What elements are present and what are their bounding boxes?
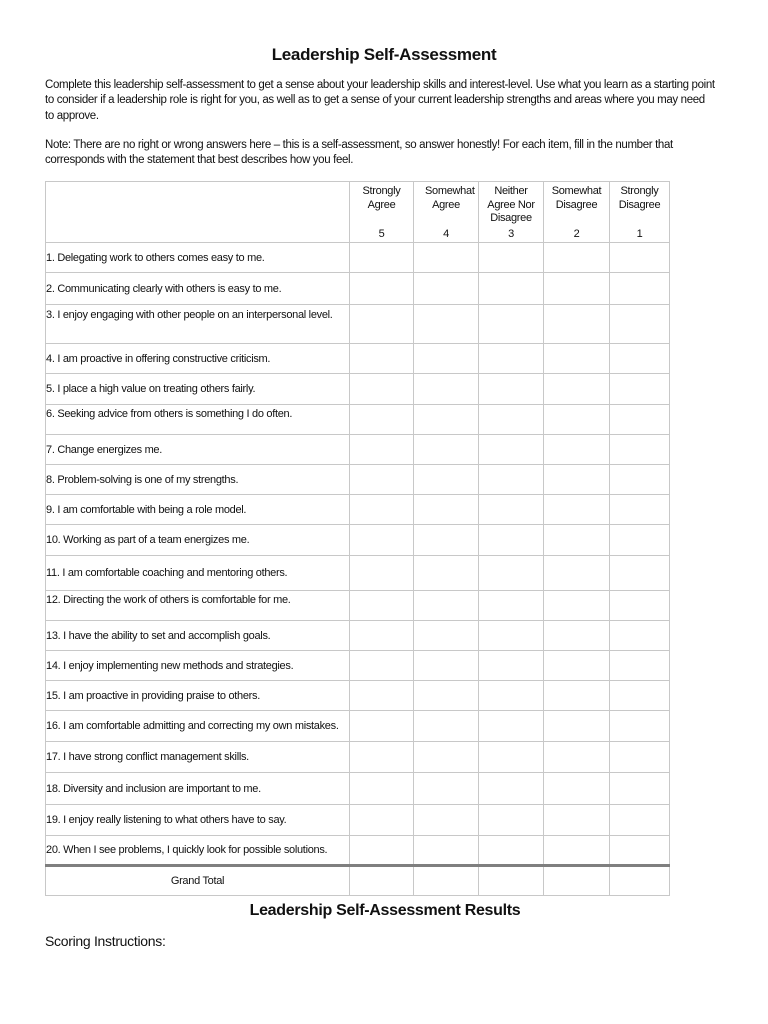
rating-cell[interactable] — [479, 711, 544, 742]
rating-cell[interactable] — [544, 243, 610, 273]
statement-text: 12. Directing the work of others is comfortable for me. — [46, 591, 350, 621]
statement-row — [46, 273, 670, 305]
rating-cell[interactable] — [414, 305, 479, 344]
note-paragraph: Note: There are no right or wrong answers here – this is a self-assessment, so answer honestly! For each item, fill in the number that corresponds with the statement that best describes how you feel. — [45, 139, 673, 167]
statement-row — [46, 305, 670, 344]
statement-text: 3. I enjoy engaging with other people on an interpersonal level. — [46, 305, 350, 344]
rating-cell[interactable] — [350, 621, 414, 651]
rating-cell[interactable] — [414, 495, 479, 525]
statement-row — [46, 344, 670, 374]
column-number: 1 — [636, 228, 643, 240]
rating-cell[interactable] — [350, 525, 414, 556]
column-label: Strongly Agree — [362, 185, 401, 211]
statement-row — [46, 805, 670, 836]
statement-row — [46, 495, 670, 525]
rating-cell[interactable] — [350, 651, 414, 681]
rating-cell[interactable] — [350, 243, 414, 273]
rating-cell[interactable] — [479, 591, 544, 621]
rating-cell[interactable] — [414, 273, 479, 305]
rating-cell[interactable] — [414, 773, 479, 805]
statement-text: 4. I am proactive in offering constructive criticism. — [46, 344, 350, 374]
rating-cell[interactable] — [414, 405, 479, 435]
rating-cell[interactable] — [610, 435, 670, 465]
rating-cell[interactable] — [544, 525, 610, 556]
rating-cell[interactable] — [479, 742, 544, 773]
rating-cell[interactable] — [414, 742, 479, 773]
total-cell[interactable] — [350, 866, 414, 896]
document-title: Leadership Self-Assessment — [271, 45, 497, 64]
column-label: Strongly Disagree — [618, 185, 661, 211]
rating-cell[interactable] — [610, 773, 670, 805]
rating-cell[interactable] — [350, 591, 414, 621]
rating-cell[interactable] — [479, 525, 544, 556]
rating-cell[interactable] — [610, 374, 670, 405]
rating-cell[interactable] — [414, 591, 479, 621]
rating-cell[interactable] — [350, 374, 414, 405]
column-header-strongly-disagree — [610, 182, 670, 243]
rating-cell[interactable] — [350, 273, 414, 305]
rating-cell[interactable] — [544, 273, 610, 305]
statement-row — [46, 681, 670, 711]
rating-cell[interactable] — [544, 836, 610, 866]
rating-cell[interactable] — [350, 344, 414, 374]
grand-total-row — [46, 866, 670, 896]
rating-cell[interactable] — [479, 435, 544, 465]
rating-cell[interactable] — [350, 495, 414, 525]
rating-cell[interactable] — [610, 243, 670, 273]
rating-cell[interactable] — [350, 742, 414, 773]
column-label: Somewhat Agree — [425, 185, 475, 211]
rating-cell[interactable] — [350, 681, 414, 711]
statement-row — [46, 773, 670, 805]
rating-cell[interactable] — [610, 621, 670, 651]
rating-cell[interactable] — [610, 273, 670, 305]
rating-cell[interactable] — [479, 374, 544, 405]
rating-cell[interactable] — [610, 305, 670, 344]
statement-text: 15. I am proactive in providing praise to others. — [46, 681, 350, 711]
statement-row — [46, 525, 670, 556]
rating-cell[interactable] — [544, 344, 610, 374]
statement-text: 14. I enjoy implementing new methods and strategies. — [46, 651, 350, 681]
rating-cell[interactable] — [610, 836, 670, 866]
rating-cell[interactable] — [610, 742, 670, 773]
statement-text: 19. I enjoy really listening to what others have to say. — [46, 805, 350, 836]
header-row — [46, 182, 670, 243]
rating-cell[interactable] — [544, 374, 610, 405]
rating-cell[interactable] — [610, 805, 670, 836]
rating-cell[interactable] — [610, 556, 670, 591]
rating-cell[interactable] — [350, 465, 414, 495]
column-number: 5 — [378, 228, 385, 240]
rating-cell[interactable] — [610, 344, 670, 374]
statement-row — [46, 742, 670, 773]
statement-text: 18. Diversity and inclusion are important to me. — [46, 773, 350, 805]
statement-column-header — [46, 182, 350, 243]
statement-text: 13. I have the ability to set and accomplish goals. — [46, 621, 350, 651]
rating-cell[interactable] — [414, 465, 479, 495]
statement-row — [46, 621, 670, 651]
statement-text: 16. I am comfortable admitting and correcting my own mistakes. — [46, 711, 350, 742]
rating-cell[interactable] — [414, 556, 479, 591]
rating-cell[interactable] — [479, 681, 544, 711]
rating-cell[interactable] — [479, 273, 544, 305]
statement-text: 2. Communicating clearly with others is easy to me. — [46, 273, 350, 305]
rating-cell[interactable] — [350, 405, 414, 435]
column-label: Neither Agree Nor Disagree — [487, 185, 535, 224]
total-cell[interactable] — [544, 866, 610, 896]
results-heading: Leadership Self-Assessment Results — [249, 902, 521, 919]
rating-cell[interactable] — [544, 591, 610, 621]
rating-cell[interactable] — [350, 305, 414, 344]
rating-cell[interactable] — [414, 621, 479, 651]
rating-cell[interactable] — [414, 805, 479, 836]
scoring-instructions-label: Scoring Instructions: — [45, 933, 166, 949]
column-header-somewhat-disagree — [544, 182, 610, 243]
statement-row — [46, 374, 670, 405]
intro-paragraph: Complete this leadership self-assessment to get a sense about your leadership skills and interest-level. Use what you learn as a starting point to consider if a leadership role is right for you, as well as to get a sense of your current leadership strengths and areas where you may need to approve. — [45, 79, 715, 122]
rating-cell[interactable] — [414, 525, 479, 556]
rating-cell[interactable] — [544, 651, 610, 681]
rating-cell[interactable] — [610, 465, 670, 495]
rating-cell[interactable] — [479, 836, 544, 866]
rating-cell[interactable] — [610, 525, 670, 556]
statement-row — [46, 465, 670, 495]
statement-row — [46, 651, 670, 681]
rating-cell[interactable] — [479, 495, 544, 525]
rating-cell[interactable] — [350, 805, 414, 836]
statement-text: 11. I am comfortable coaching and mentoring others. — [46, 556, 350, 591]
rating-cell[interactable] — [544, 405, 610, 435]
rating-cell[interactable] — [350, 836, 414, 866]
rating-cell[interactable] — [544, 773, 610, 805]
column-header-strongly-agree — [350, 182, 414, 243]
rating-cell[interactable] — [479, 556, 544, 591]
rating-cell[interactable] — [610, 405, 670, 435]
statement-row — [46, 435, 670, 465]
rating-cell[interactable] — [414, 243, 479, 273]
statement-text: 6. Seeking advice from others is something I do often. — [46, 405, 350, 435]
column-number: 4 — [443, 228, 449, 240]
grand-total-label: Grand Total — [46, 866, 350, 896]
statement-row — [46, 243, 670, 273]
rating-cell[interactable] — [350, 711, 414, 742]
assessment-table — [45, 181, 670, 896]
rating-cell[interactable] — [414, 651, 479, 681]
statement-row — [46, 591, 670, 621]
rating-cell[interactable] — [414, 374, 479, 405]
column-header-neither — [479, 182, 544, 243]
column-header-somewhat-agree — [414, 182, 479, 243]
rating-cell[interactable] — [610, 495, 670, 525]
total-cell[interactable] — [479, 866, 544, 896]
rating-cell[interactable] — [479, 651, 544, 681]
rating-cell[interactable] — [350, 556, 414, 591]
rating-cell[interactable] — [414, 435, 479, 465]
rating-cell[interactable] — [544, 465, 610, 495]
statement-text: 7. Change energizes me. — [46, 435, 350, 465]
column-label: Somewhat Disagree — [551, 185, 602, 211]
rating-cell[interactable] — [544, 305, 610, 344]
rating-cell[interactable] — [479, 621, 544, 651]
rating-cell[interactable] — [479, 243, 544, 273]
statement-text: 5. I place a high value on treating others fairly. — [46, 374, 350, 405]
statement-row — [46, 405, 670, 435]
rating-cell[interactable] — [610, 681, 670, 711]
statement-text: 9. I am comfortable with being a role model. — [46, 495, 350, 525]
rating-cell[interactable] — [479, 305, 544, 344]
statement-row — [46, 711, 670, 742]
statement-text: 10. Working as part of a team energizes me. — [46, 525, 350, 556]
rating-cell[interactable] — [414, 344, 479, 374]
rating-cell[interactable] — [479, 805, 544, 836]
column-number: 2 — [573, 228, 580, 240]
rating-cell[interactable] — [479, 344, 544, 374]
rating-cell[interactable] — [544, 742, 610, 773]
rating-cell[interactable] — [350, 435, 414, 465]
statement-row — [46, 556, 670, 591]
rating-cell[interactable] — [350, 773, 414, 805]
statement-text: 17. I have strong conflict management skills. — [46, 742, 350, 773]
total-cell[interactable] — [610, 866, 670, 896]
rating-cell[interactable] — [610, 711, 670, 742]
rating-cell[interactable] — [544, 711, 610, 742]
total-cell[interactable] — [414, 866, 479, 896]
rating-cell[interactable] — [414, 681, 479, 711]
rating-cell[interactable] — [544, 681, 610, 711]
statement-row — [46, 836, 670, 866]
statement-text: 20. When I see problems, I quickly look for possible solutions. — [46, 836, 350, 866]
rating-cell[interactable] — [610, 651, 670, 681]
statement-text: 8. Problem-solving is one of my strengths. — [46, 465, 350, 495]
rating-cell[interactable] — [610, 591, 670, 621]
rating-cell[interactable] — [544, 556, 610, 591]
rating-cell[interactable] — [479, 773, 544, 805]
rating-cell[interactable] — [414, 711, 479, 742]
rating-cell[interactable] — [544, 495, 610, 525]
rating-cell[interactable] — [479, 405, 544, 435]
rating-cell[interactable] — [414, 836, 479, 866]
rating-cell[interactable] — [479, 465, 544, 495]
rating-cell[interactable] — [544, 805, 610, 836]
statement-text: 1. Delegating work to others comes easy to me. — [46, 243, 350, 273]
column-number: 3 — [508, 228, 514, 240]
rating-cell[interactable] — [544, 621, 610, 651]
rating-cell[interactable] — [544, 435, 610, 465]
